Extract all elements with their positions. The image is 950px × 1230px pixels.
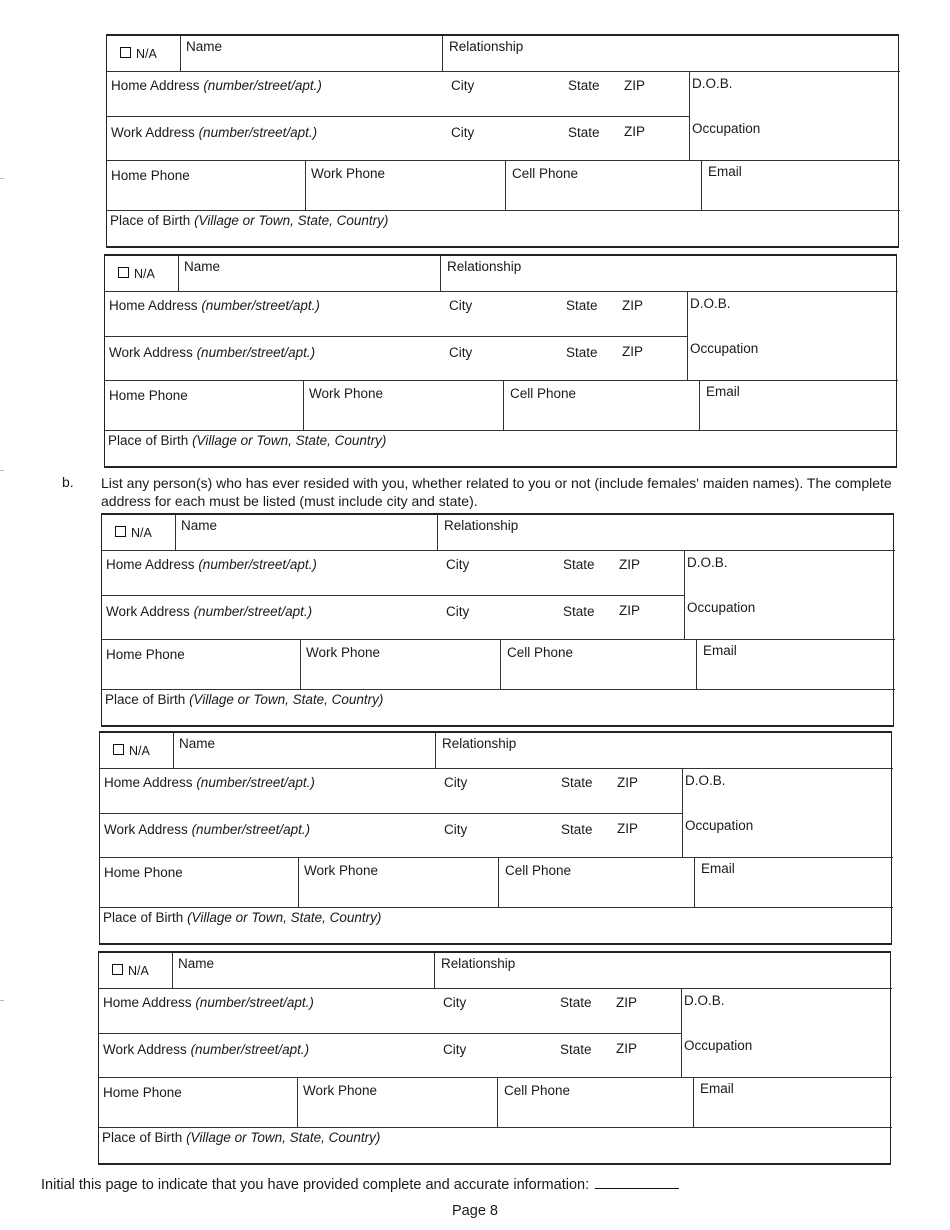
page-number: Page 8 [452, 1203, 498, 1219]
cell-phone-label: Cell Phone [505, 863, 572, 878]
initial-input[interactable] [595, 1176, 679, 1189]
place-of-birth-label: Place of Birth (Village or Town, State, Country) [105, 692, 384, 707]
place-of-birth-field[interactable] [99, 1127, 892, 1163]
na-checkbox[interactable] [113, 744, 124, 755]
cell-phone-label: Cell Phone [510, 386, 577, 401]
work-address-label: Work Address (number/street/apt.) [103, 1042, 310, 1057]
occupation-field[interactable] [687, 336, 898, 380]
zip-label: ZIP [616, 995, 638, 1010]
home-address-field[interactable] [100, 769, 682, 813]
email-label: Email [700, 1081, 734, 1096]
state-label: State [566, 298, 598, 313]
name-label: Name [178, 956, 215, 971]
relationship-field[interactable] [443, 36, 900, 72]
work-address-label: Work Address (number/street/apt.) [106, 604, 313, 619]
place-of-birth-label: Place of Birth (Village or Town, State, Country) [110, 213, 389, 228]
city-label: City [444, 775, 468, 790]
home-address-field[interactable] [107, 72, 689, 116]
state-label: State [561, 822, 593, 837]
dob-field[interactable] [689, 72, 900, 116]
cell-phone-field[interactable] [503, 380, 700, 430]
home-address-field[interactable] [105, 292, 687, 336]
relationship-field[interactable] [436, 733, 893, 769]
margin-mark [0, 178, 4, 179]
work-address-field[interactable] [107, 116, 689, 160]
na-cell [99, 953, 173, 989]
home-phone-field[interactable] [107, 160, 306, 210]
state-label: State [560, 1042, 592, 1057]
city-label: City [451, 78, 475, 93]
na-label: N/A [131, 526, 152, 540]
na-label: N/A [136, 47, 157, 61]
state-label: State [563, 604, 595, 619]
occupation-field[interactable] [689, 116, 900, 160]
work-address-field[interactable] [105, 336, 687, 380]
work-phone-field[interactable] [306, 160, 505, 210]
na-checkbox[interactable] [120, 47, 131, 58]
name-label: Name [181, 518, 218, 533]
relationship-field[interactable] [438, 515, 895, 551]
home-phone-label: Home Phone [103, 1085, 182, 1100]
cell-phone-label: Cell Phone [504, 1083, 571, 1098]
relationship-label: Relationship [441, 956, 516, 971]
state-label: State [563, 557, 595, 572]
dob-field[interactable] [687, 292, 898, 336]
zip-label: ZIP [619, 603, 641, 618]
work-address-field[interactable] [99, 1033, 681, 1077]
zip-label: ZIP [622, 344, 644, 359]
person-record-2 [104, 254, 897, 468]
na-label: N/A [134, 267, 155, 281]
zip-label: ZIP [624, 124, 646, 139]
home-address-label: Home Address (number/street/apt.) [111, 78, 322, 93]
na-checkbox[interactable] [112, 964, 123, 975]
place-of-birth-field[interactable] [105, 430, 898, 466]
email-label: Email [708, 164, 742, 179]
state-label: State [560, 995, 592, 1010]
person-record-4 [99, 731, 892, 945]
dob-field[interactable] [681, 989, 892, 1033]
work-phone-label: Work Phone [309, 386, 384, 401]
home-phone-field[interactable] [100, 857, 299, 907]
home-phone-field[interactable] [102, 639, 301, 689]
place-of-birth-label: Place of Birth (Village or Town, State, Country) [103, 910, 382, 925]
zip-label: ZIP [622, 298, 644, 313]
relationship-field[interactable] [441, 256, 898, 292]
na-label: N/A [128, 964, 149, 978]
section-b-marker: b. [62, 474, 74, 490]
name-field[interactable] [173, 953, 435, 989]
place-of-birth-field[interactable] [100, 907, 893, 943]
home-address-label: Home Address (number/street/apt.) [109, 298, 320, 313]
state-label: State [566, 345, 598, 360]
dob-label: D.O.B. [685, 773, 726, 788]
work-address-field[interactable] [102, 595, 684, 639]
na-cell [107, 36, 181, 72]
work-phone-field[interactable] [301, 639, 500, 689]
email-field[interactable] [694, 1077, 892, 1127]
home-phone-field[interactable] [105, 380, 304, 430]
dob-label: D.O.B. [692, 76, 733, 91]
cell-phone-label: Cell Phone [507, 645, 574, 660]
work-phone-label: Work Phone [306, 645, 381, 660]
home-address-label: Home Address (number/street/apt.) [103, 995, 314, 1010]
relationship-field[interactable] [435, 953, 892, 989]
na-cell [100, 733, 174, 769]
occupation-field[interactable] [682, 813, 893, 857]
occupation-label: Occupation [690, 341, 759, 356]
work-address-label: Work Address (number/street/apt.) [111, 125, 318, 140]
initial-instruction: Initial this page to indicate that you have provided complete and accurate information: [41, 1177, 590, 1193]
home-address-field[interactable] [102, 551, 684, 595]
work-address-label: Work Address (number/street/apt.) [104, 822, 311, 837]
occupation-field[interactable] [684, 595, 895, 639]
occupation-label: Occupation [687, 600, 756, 615]
email-field[interactable] [700, 380, 898, 430]
person-record-1 [106, 34, 899, 248]
person-record-5 [98, 951, 891, 1165]
email-field[interactable] [697, 639, 895, 689]
relationship-label: Relationship [444, 518, 519, 533]
home-phone-label: Home Phone [106, 647, 185, 662]
name-label: Name [179, 736, 216, 751]
city-label: City [446, 557, 470, 572]
home-address-label: Home Address (number/street/apt.) [106, 557, 317, 572]
email-label: Email [706, 384, 740, 399]
work-phone-label: Work Phone [311, 166, 386, 181]
city-label: City [449, 345, 473, 360]
na-checkbox[interactable] [115, 526, 126, 537]
zip-label: ZIP [619, 557, 641, 572]
name-field[interactable] [181, 36, 443, 72]
city-label: City [443, 995, 467, 1010]
home-phone-label: Home Phone [109, 388, 188, 403]
na-checkbox[interactable] [118, 267, 129, 278]
email-field[interactable] [702, 160, 900, 210]
home-address-field[interactable] [99, 989, 681, 1033]
na-cell [105, 256, 179, 292]
dob-label: D.O.B. [690, 296, 731, 311]
state-label: State [568, 78, 600, 93]
work-phone-field[interactable] [298, 1077, 497, 1127]
city-label: City [446, 604, 470, 619]
work-phone-field[interactable] [304, 380, 503, 430]
dob-field[interactable] [684, 551, 895, 595]
city-label: City [451, 125, 475, 140]
occupation-label: Occupation [692, 121, 761, 136]
city-label: City [443, 1042, 467, 1057]
name-label: Name [186, 39, 223, 54]
zip-label: ZIP [624, 78, 646, 93]
na-label: N/A [129, 744, 150, 758]
home-phone-label: Home Phone [111, 168, 190, 183]
cell-phone-label: Cell Phone [512, 166, 579, 181]
work-phone-field[interactable] [299, 857, 498, 907]
name-field[interactable] [174, 733, 436, 769]
person-record-3 [101, 513, 894, 727]
work-address-label: Work Address (number/street/apt.) [109, 345, 316, 360]
city-label: City [449, 298, 473, 313]
occupation-field[interactable] [681, 1033, 892, 1077]
home-address-label: Home Address (number/street/apt.) [104, 775, 315, 790]
email-label: Email [703, 643, 737, 658]
margin-mark [0, 1000, 4, 1001]
place-of-birth-field[interactable] [102, 689, 895, 725]
name-field[interactable] [176, 515, 438, 551]
dob-label: D.O.B. [687, 555, 728, 570]
place-of-birth-label: Place of Birth (Village or Town, State, Country) [102, 1130, 381, 1145]
cell-phone-field[interactable] [500, 639, 697, 689]
work-phone-label: Work Phone [303, 1083, 378, 1098]
cell-phone-field[interactable] [497, 1077, 694, 1127]
state-label: State [568, 125, 600, 140]
relationship-label: Relationship [442, 736, 517, 751]
occupation-label: Occupation [685, 818, 754, 833]
cell-phone-field[interactable] [498, 857, 695, 907]
section-b-instructions: List any person(s) who has ever resided with you, whether related to you or not (include females' maiden names). The complete address for each must be listed (must include city and state). [101, 475, 892, 509]
name-label: Name [184, 259, 221, 274]
zip-label: ZIP [616, 1041, 638, 1056]
home-phone-label: Home Phone [104, 865, 183, 880]
relationship-label: Relationship [447, 259, 522, 274]
zip-label: ZIP [617, 775, 639, 790]
home-phone-field[interactable] [99, 1077, 298, 1127]
initial-line-row [41, 1176, 679, 1193]
relationship-label: Relationship [449, 39, 524, 54]
email-field[interactable] [695, 857, 893, 907]
city-label: City [444, 822, 468, 837]
name-field[interactable] [179, 256, 441, 292]
state-label: State [561, 775, 593, 790]
email-label: Email [701, 861, 735, 876]
cell-phone-field[interactable] [505, 160, 702, 210]
dob-field[interactable] [682, 769, 893, 813]
occupation-label: Occupation [684, 1038, 753, 1053]
work-phone-label: Work Phone [304, 863, 379, 878]
zip-label: ZIP [617, 821, 639, 836]
dob-label: D.O.B. [684, 993, 725, 1008]
place-of-birth-field[interactable] [107, 210, 900, 246]
na-cell [102, 515, 176, 551]
margin-mark [0, 470, 4, 471]
place-of-birth-label: Place of Birth (Village or Town, State, Country) [108, 433, 387, 448]
work-address-field[interactable] [100, 813, 682, 857]
